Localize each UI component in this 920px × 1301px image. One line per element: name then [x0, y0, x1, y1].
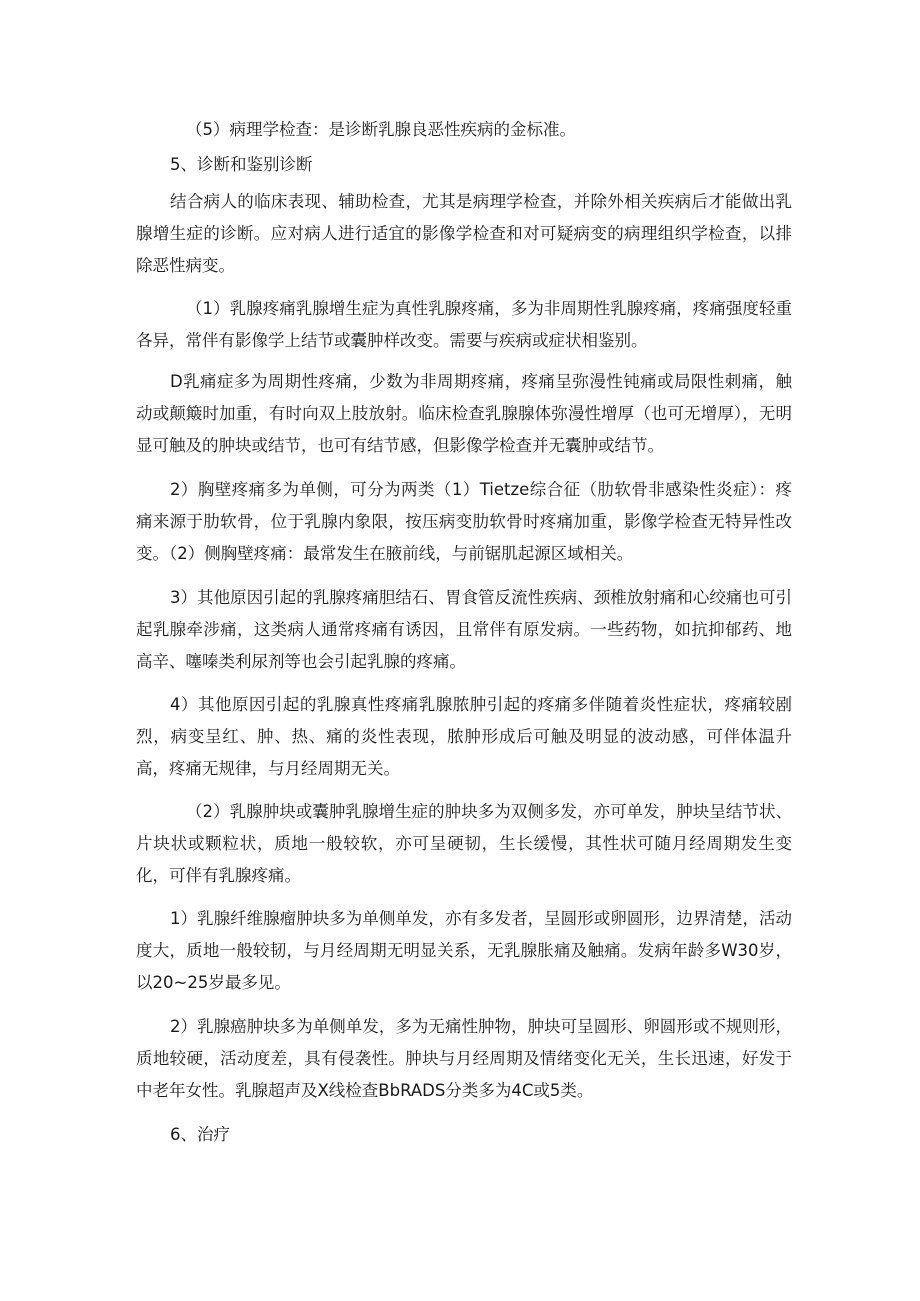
section-heading-treatment: 6、治疗: [170, 1125, 230, 1144]
paragraph-fibroadenoma: 1）乳腺纤维腺瘤肿块多为单侧单发，亦有多发者，呈圆形或卵圆形，边界清楚，活动度大，质地一般较韧，与月经周期无明显关系，无乳腺胀痛及触痛。发病年龄多W30岁，以20~25岁最多见。: [136, 909, 792, 992]
paragraph-breast-pain: （1）乳腺疼痛乳腺增生症为真性乳腺疼痛，多为非周期性乳腺疼痛，疼痛强度轻重各异，常伴有影像学上结节或囊肿样改变。需要与疾病或症状相鉴别。: [136, 299, 792, 350]
paragraph-mastalgia: D乳痛症多为周期性疼痛，少数为非周期疼痛，疼痛呈弥漫性钝痛或局限性刺痛，触动或颠簸时加重，有时向双上肢放射。临床检查乳腺腺体弥漫性增厚（也可无增厚），无明显可触及的肿块或结节，也可有结节感，但影像学检查并无囊肿或结节。: [136, 372, 792, 455]
paragraph-breast-cancer: 2）乳腺癌肿块多为单侧单发，多为无痛性肿物，肿块可呈圆形、卵圆形或不规则形，质地较硬，活动度差，具有侵袭性。肿块与月经周期及情绪变化无关，生长迅速，好发于中老年女性。乳腺超声及X线检查BbRADS分类多为4C或5类。: [136, 1017, 792, 1100]
paragraph-chest-wall-pain: 2）胸壁疼痛多为单侧，可分为两类（1）Tietze综合征（肋软骨非感染性炎症）：疼痛来源于肋软骨，位于乳腺内象限，按压病变肋软骨时疼痛加重，影像学检查无特异性改变。（2）侧胸壁疼痛：最常发生在腋前线，与前锯肌起源区域相关。: [136, 480, 792, 563]
paragraph-true-pain-abscess: 4）其他原因引起的乳腺真性疼痛乳腺脓肿引起的疼痛多伴随着炎性症状，疼痛较剧烈，病变呈红、肿、热、痛的炎性表现，脓肿形成后可触及明显的波动感，可伴体温升高，疼痛无规律，与月经周期无关。: [136, 695, 792, 778]
paragraph-pathology-exam: （5）病理学检查：是诊断乳腺良恶性疾病的金标准。: [186, 120, 576, 139]
paragraph-diagnosis-intro: 结合病人的临床表现、辅助检查，尤其是病理学检查，并除外相关疾病后才能做出乳腺增生症的诊断。应对病人进行适宜的影像学检查和对可疑病变的病理组织学检查，以排除恶性病变。: [136, 192, 792, 275]
paragraph-other-causes-pain: 3）其他原因引起的乳腺疼痛胆结石、胃食管反流性疾病、颈椎放射痛和心绞痛也可引起乳腺牵涉痛，这类病人通常疼痛有诱因，且常伴有原发病。一些药物，如抗抑郁药、地高辛、噻嗪类利尿剂等也会引起乳腺的疼痛。: [136, 588, 792, 671]
section-heading-diagnosis: 5、诊断和鉴别诊断: [170, 155, 313, 174]
paragraph-mass-cyst: （2）乳腺肿块或囊肿乳腺增生症的肿块多为双侧多发，亦可单发，肿块呈结节状、片块状或颗粒状，质地一般较软，亦可呈硬韧，生长缓慢，其性状可随月经周期发生变化，可伴有乳腺疼痛。: [136, 802, 792, 885]
